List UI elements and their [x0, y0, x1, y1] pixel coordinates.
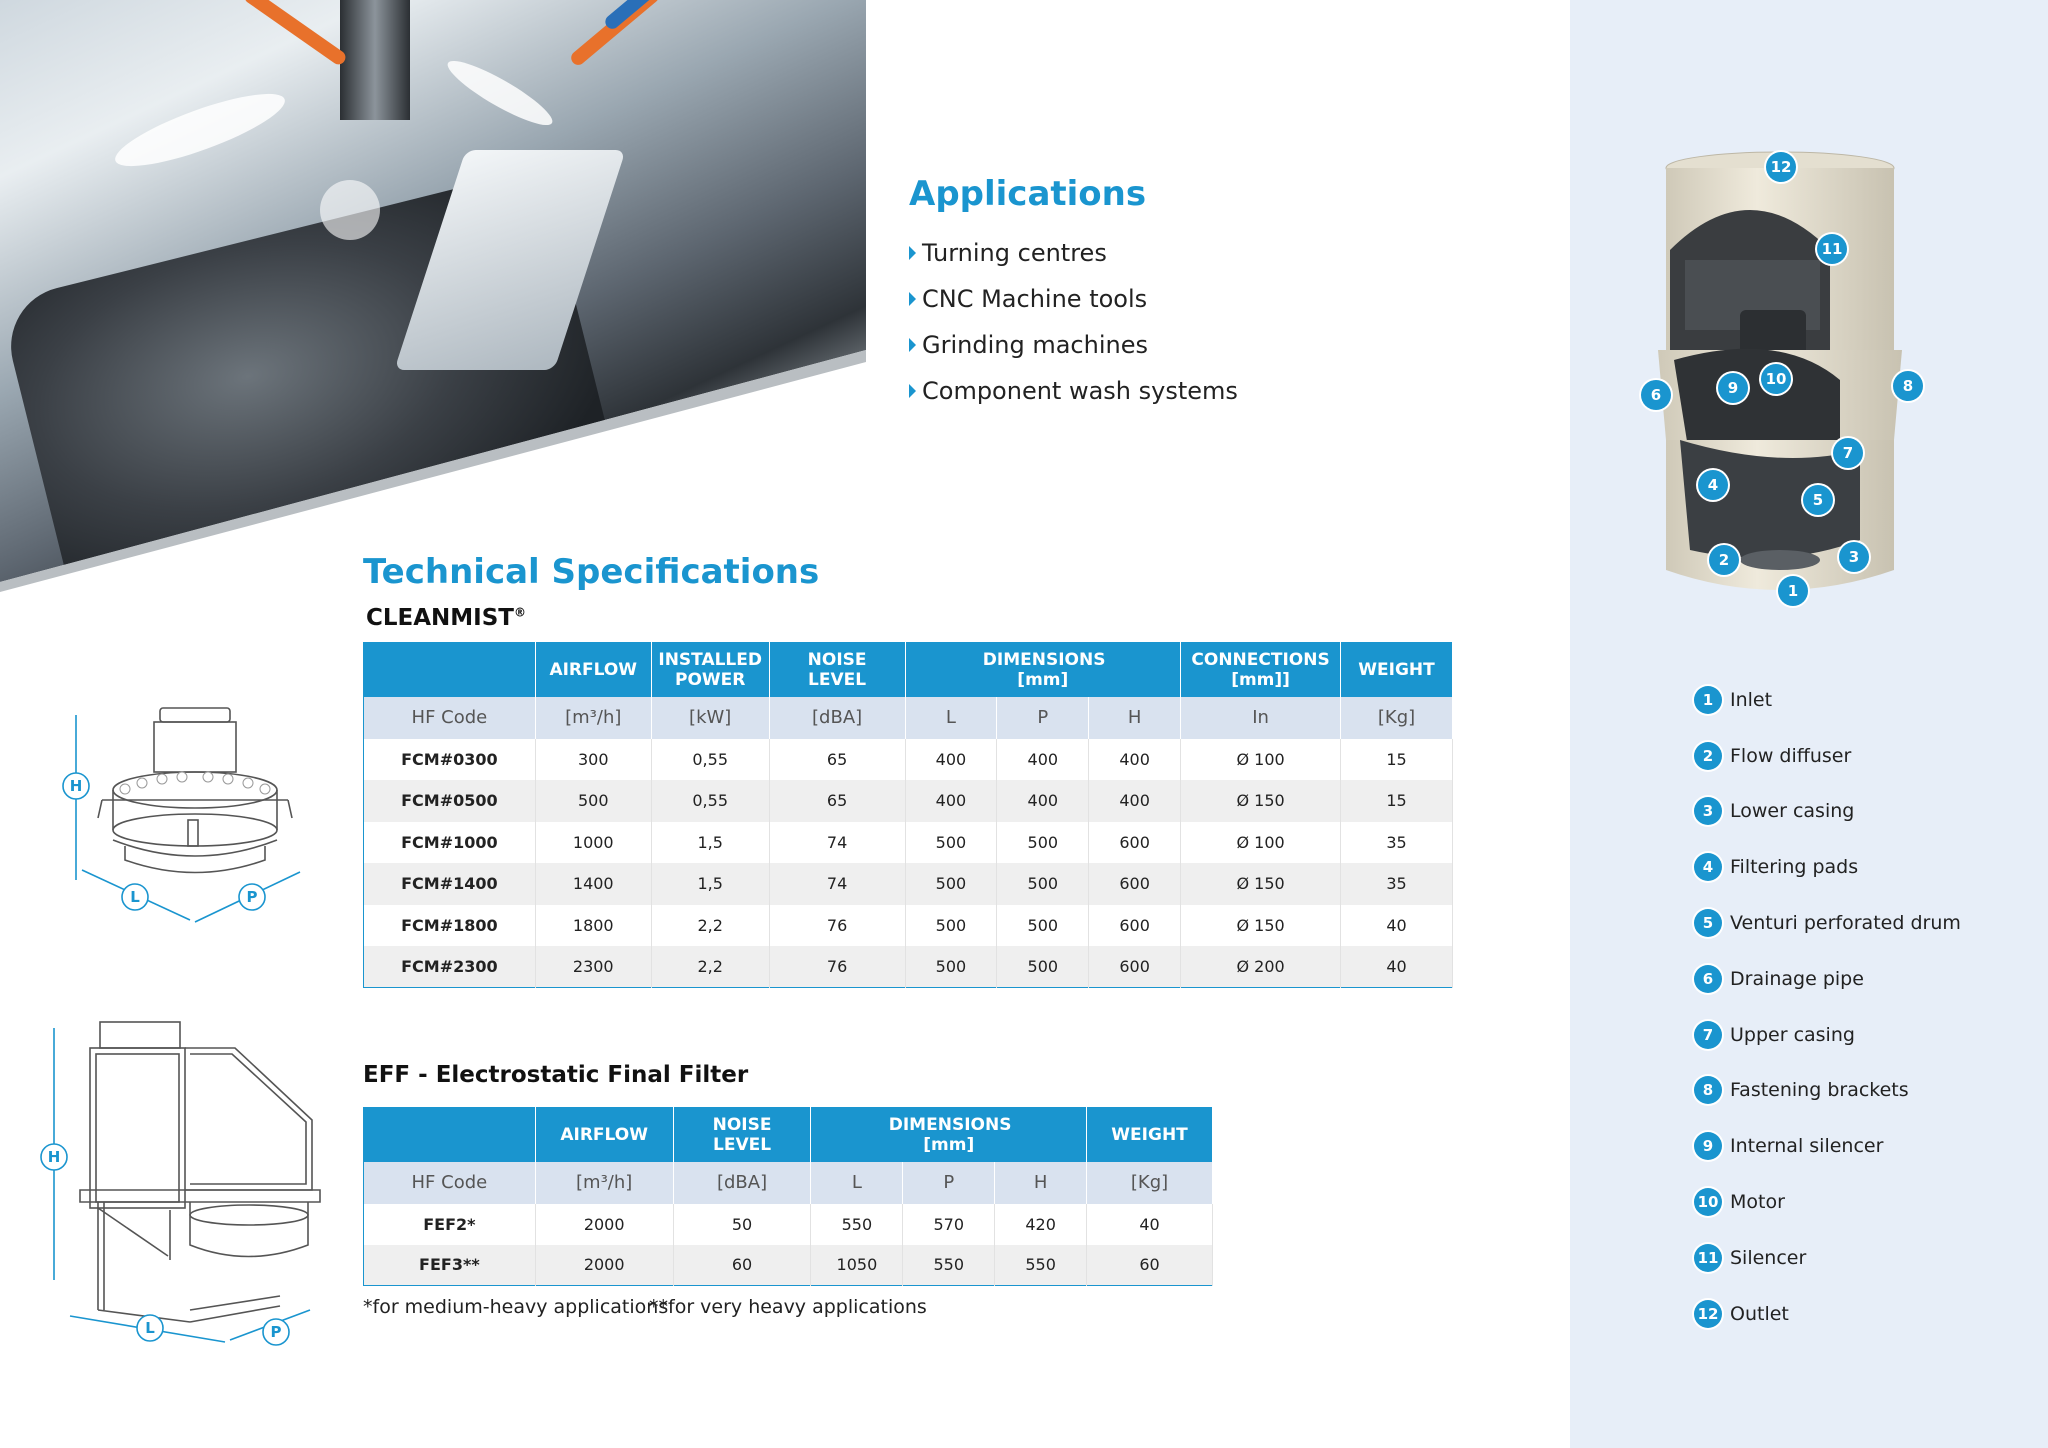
unit-cell: H [995, 1162, 1087, 1204]
table-cell: 40 [1087, 1204, 1213, 1245]
table-cell: 74 [769, 863, 905, 905]
header-weight: WEIGHT [1087, 1108, 1213, 1162]
table-cell: Ø 150 [1181, 863, 1341, 905]
unit-cell: HF Code [364, 1162, 536, 1204]
components-legend [1694, 672, 1961, 1342]
number-badge: 2 [1694, 742, 1722, 770]
hf-code-cell: FCM#2300 [364, 946, 536, 988]
legend-label: Flow diffuser [1730, 744, 1852, 767]
legend-item [1694, 728, 1961, 784]
table-cell: Ø 200 [1181, 946, 1341, 988]
number-badge: 6 [1694, 965, 1722, 993]
number-badge: 12 [1694, 1300, 1722, 1328]
cleanmist-cutaway-illustration [1630, 140, 1930, 610]
table-cell: 400 [1089, 739, 1181, 781]
legend-label: Silencer [1730, 1246, 1807, 1269]
legend-item [1694, 839, 1961, 895]
table-cell: 600 [1089, 946, 1181, 988]
header-dimensions: DIMENSIONS [mm] [905, 643, 1181, 697]
callout-7: 7 [1833, 438, 1863, 468]
table-cell: 15 [1341, 780, 1453, 822]
table-row [364, 905, 1453, 947]
unit-cell: [m³/h] [535, 1162, 673, 1204]
legend-item [1694, 1174, 1961, 1230]
hf-code-cell: FCM#1800 [364, 905, 536, 947]
footnote-very-heavy: **for very heavy applications [649, 1296, 927, 1318]
table-cell: 65 [769, 780, 905, 822]
number-badge: 8 [1694, 1076, 1722, 1104]
height-label: H [69, 777, 83, 795]
table-cell: 500 [905, 863, 997, 905]
callout-8: 8 [1893, 371, 1923, 401]
table-cell: 500 [905, 946, 997, 988]
legend-label: Venturi perforated drum [1730, 912, 1961, 935]
header-blank [364, 643, 536, 697]
table-cell: 2000 [535, 1204, 673, 1245]
caret-right-icon [909, 292, 916, 306]
unit-cell: [m³/h] [535, 697, 651, 739]
hf-code-cell: FEF2* [364, 1204, 536, 1245]
number-badge: 1 [1694, 686, 1722, 714]
table-cell: 76 [769, 905, 905, 947]
legend-item [1694, 1007, 1961, 1063]
table-cell: 2300 [535, 946, 651, 988]
table-cell: 500 [997, 946, 1089, 988]
table-cell: 35 [1341, 822, 1453, 864]
table-cell: 1,5 [651, 863, 769, 905]
table-cell: 60 [673, 1245, 811, 1286]
table-cell: 2,2 [651, 905, 769, 947]
header-dimensions: DIMENSIONS [mm] [811, 1108, 1087, 1162]
cleanmist-dimension-drawing [50, 700, 320, 940]
depth-label: P [246, 888, 258, 906]
callout-10: 10 [1761, 364, 1791, 394]
callout-5: 5 [1803, 485, 1833, 515]
hf-code-cell: FCM#0300 [364, 739, 536, 781]
table-cell: 400 [1089, 780, 1181, 822]
table-cell: 500 [905, 822, 997, 864]
legend-label: Inlet [1730, 688, 1773, 711]
depth-label: P [270, 1323, 282, 1341]
header-blank [364, 1108, 536, 1162]
legend-item [1694, 672, 1961, 728]
table-cell: 400 [905, 739, 997, 781]
table-cell: Ø 100 [1181, 822, 1341, 864]
table-cell: 1050 [811, 1245, 903, 1286]
hf-code-cell: FEF3** [364, 1245, 536, 1286]
table-cell: 600 [1089, 905, 1181, 947]
table-cell: 550 [995, 1245, 1087, 1286]
legend-item [1694, 951, 1961, 1007]
callout-11: 11 [1817, 234, 1847, 264]
legend-item [1694, 1118, 1961, 1174]
table-cell: 400 [997, 739, 1089, 781]
number-badge: 3 [1694, 797, 1722, 825]
table-cell: Ø 150 [1181, 780, 1341, 822]
legend-item [1694, 1286, 1961, 1342]
table-cell: 40 [1341, 946, 1453, 988]
table-cell: 550 [903, 1245, 995, 1286]
table-cell: 1800 [535, 905, 651, 947]
hf-code-cell: FCM#1000 [364, 822, 536, 864]
cleanmist-spec-table [363, 642, 1453, 988]
callout-4: 4 [1698, 470, 1728, 500]
table-cell: 1400 [535, 863, 651, 905]
callout-3: 3 [1839, 542, 1869, 572]
legend-item [1694, 1230, 1961, 1286]
footnote-medium-heavy: *for medium-heavy applications [363, 1296, 669, 1318]
hf-code-cell: FCM#1400 [364, 863, 536, 905]
unit-cell: P [997, 697, 1089, 739]
table-cell: 35 [1341, 863, 1453, 905]
callout-9: 9 [1718, 373, 1748, 403]
header-weight: WEIGHT [1341, 643, 1453, 697]
technical-specifications-title: Technical Specifications [363, 552, 820, 592]
legend-label: Motor [1730, 1191, 1785, 1214]
caret-right-icon [909, 246, 916, 260]
legend-item [1694, 1063, 1961, 1119]
table-cell: 600 [1089, 863, 1181, 905]
table-cell: 420 [995, 1204, 1087, 1245]
table-cell: 50 [673, 1204, 811, 1245]
length-label: L [130, 888, 140, 906]
table-cell: 2,2 [651, 946, 769, 988]
caret-right-icon [909, 338, 916, 352]
cleanmist-title: CLEANMIST® [366, 605, 526, 631]
table-cell: 0,55 [651, 780, 769, 822]
table-cell: 40 [1341, 905, 1453, 947]
number-badge: 5 [1694, 909, 1722, 937]
eff-title: EFF - Electrostatic Final Filter [363, 1062, 749, 1088]
table-cell: 1000 [535, 822, 651, 864]
table-cell: 74 [769, 822, 905, 864]
unit-cell: L [811, 1162, 903, 1204]
hero-photo [0, 0, 866, 582]
unit-cell: In [1181, 697, 1341, 739]
callout-1: 1 [1778, 576, 1808, 606]
header-noise: NOISE LEVEL [673, 1108, 811, 1162]
table-cell: 570 [903, 1204, 995, 1245]
unit-cell: [dBA] [673, 1162, 811, 1204]
unit-cell: [Kg] [1341, 697, 1453, 739]
application-item: Component wash systems [909, 368, 1238, 414]
applications-list [909, 230, 1238, 414]
legend-item [1694, 784, 1961, 840]
table-row [364, 1245, 1213, 1286]
application-item: Grinding machines [909, 322, 1238, 368]
application-item: Turning centres [909, 230, 1238, 276]
table-cell: 500 [905, 905, 997, 947]
table-cell: 400 [997, 780, 1089, 822]
table-row [364, 780, 1453, 822]
table-cell: 15 [1341, 739, 1453, 781]
legend-item [1694, 895, 1961, 951]
applications-title: Applications [909, 174, 1147, 214]
table-row [364, 739, 1453, 781]
eff-spec-table [363, 1107, 1213, 1286]
table-cell: 65 [769, 739, 905, 781]
header-power: INSTALLED POWER [651, 643, 769, 697]
table-cell: 500 [997, 863, 1089, 905]
unit-cell: P [903, 1162, 995, 1204]
legend-label: Filtering pads [1730, 856, 1859, 879]
table-cell: 0,55 [651, 739, 769, 781]
callout-2: 2 [1709, 545, 1739, 575]
table-cell: 500 [535, 780, 651, 822]
eff-dimension-drawing [40, 1010, 330, 1360]
caret-right-icon [909, 384, 916, 398]
table-cell: 500 [997, 822, 1089, 864]
height-label: H [47, 1148, 61, 1166]
legend-label: Fastening brackets [1730, 1079, 1909, 1102]
unit-cell: [kW] [651, 697, 769, 739]
legend-label: Drainage pipe [1730, 967, 1864, 990]
unit-cell: L [905, 697, 997, 739]
table-cell: 76 [769, 946, 905, 988]
table-row [364, 863, 1453, 905]
header-airflow: AIRFLOW [535, 643, 651, 697]
table-cell: 500 [997, 905, 1089, 947]
application-item: CNC Machine tools [909, 276, 1238, 322]
table-cell: 60 [1087, 1245, 1213, 1286]
table-cell: 550 [811, 1204, 903, 1245]
number-badge: 4 [1694, 853, 1722, 881]
table-cell: 600 [1089, 822, 1181, 864]
table-row [364, 946, 1453, 988]
unit-cell: [dBA] [769, 697, 905, 739]
table-row [364, 1204, 1213, 1245]
legend-label: Lower casing [1730, 800, 1855, 823]
number-badge: 10 [1694, 1188, 1722, 1216]
table-cell: 400 [905, 780, 997, 822]
header-noise: NOISE LEVEL [769, 643, 905, 697]
number-badge: 9 [1694, 1132, 1722, 1160]
number-badge: 11 [1694, 1244, 1722, 1272]
unit-cell: HF Code [364, 697, 536, 739]
table-cell: 1,5 [651, 822, 769, 864]
legend-label: Upper casing [1730, 1023, 1855, 1046]
unit-cell: [Kg] [1087, 1162, 1213, 1204]
hf-code-cell: FCM#0500 [364, 780, 536, 822]
table-cell: Ø 150 [1181, 905, 1341, 947]
header-connections: CONNECTIONS [mm]] [1181, 643, 1341, 697]
legend-label: Internal silencer [1730, 1135, 1884, 1158]
table-row [364, 822, 1453, 864]
length-label: L [145, 1319, 155, 1337]
header-airflow: AIRFLOW [535, 1108, 673, 1162]
legend-label: Outlet [1730, 1302, 1789, 1325]
callout-12: 12 [1766, 152, 1796, 182]
number-badge: 7 [1694, 1021, 1722, 1049]
table-cell: 300 [535, 739, 651, 781]
table-cell: 2000 [535, 1245, 673, 1286]
table-cell: Ø 100 [1181, 739, 1341, 781]
unit-cell: H [1089, 697, 1181, 739]
callout-6: 6 [1641, 380, 1671, 410]
